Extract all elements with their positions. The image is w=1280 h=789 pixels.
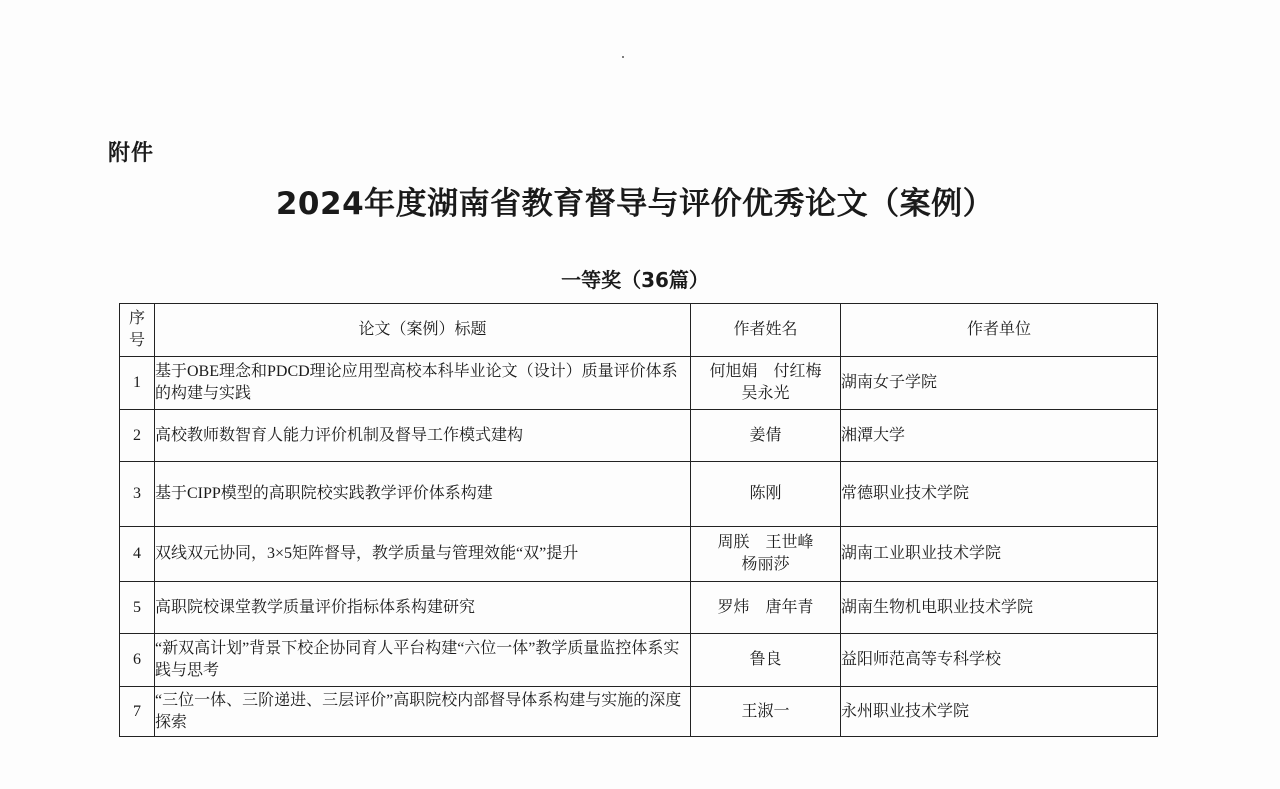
scan-speck [622,56,624,58]
row-unit: 湖南生物机电职业技术学院 [841,582,1158,634]
row-number: 5 [120,582,155,634]
table-header-row [120,304,1158,357]
row-author-line2: 吴永光 [741,385,790,402]
row-author [691,462,841,527]
row-title: 双线双元协同，3×5矩阵督导，教学质量与管理效能“双”提升 [155,527,691,582]
row-unit: 湖南工业职业技术学院 [841,527,1158,582]
row-number: 2 [120,410,155,462]
row-author-line1: 姜倩 [749,426,782,444]
row-title: “三位一体、三阶递进、三层评价”高职院校内部督导体系构建与实施的深度探索 [155,687,691,737]
row-author [691,687,841,737]
row-title: 高职院校课堂教学质量评价指标体系构建研究 [155,582,691,634]
row-author [691,410,841,462]
table-row [120,357,1158,410]
row-author-line1: 罗炜 唐年青 [717,598,814,616]
row-title: 基于CIPP模型的高职院校实践教学评价体系构建 [155,462,691,527]
row-author [691,582,841,634]
attachment-label: 附件 [108,141,155,166]
row-author-line2: 杨丽莎 [741,556,790,573]
row-author-line1: 鲁良 [749,651,782,668]
row-title: 基于OBE理念和PDCD理论应用型高校本科毕业论文（设计）质量评价体系的构建与实践 [155,357,691,410]
row-unit: 湘潭大学 [841,410,1158,462]
table-row [120,410,1158,462]
table-row [120,527,1158,582]
table-row [120,462,1158,527]
row-author-line1: 陈刚 [749,485,782,502]
row-number: 4 [120,527,155,582]
table-row [120,687,1158,737]
row-author [691,527,841,582]
row-author [691,357,841,410]
header-title: 论文（案例）标题 [155,304,691,357]
row-unit: 常德职业技术学院 [841,462,1158,527]
header-no-line1: 序 [128,310,145,327]
row-author-line1: 何旭娟 付红梅 [709,363,822,380]
row-unit: 永州职业技术学院 [841,687,1158,737]
row-number: 1 [120,357,155,410]
table-row [120,634,1158,687]
table-row [120,582,1158,634]
row-title: “新双高计划”背景下校企协同育人平台构建“六位一体”教学质量监控体系实践与思考 [155,634,691,687]
row-author-line1: 周朕 王世峰 [717,534,814,551]
row-number: 7 [120,687,155,737]
row-author [691,634,841,687]
document-title: 2024年度湖南省教育督导与评价优秀论文（案例） [275,186,995,222]
awards-table [119,303,1158,737]
header-no [120,304,155,357]
row-unit: 益阳师范高等专科学校 [841,634,1158,687]
row-number: 6 [120,634,155,687]
row-author-line1: 王淑一 [741,702,790,720]
section-title: 一等奖（36篇） [561,268,709,292]
row-number: 3 [120,462,155,527]
header-author: 作者姓名 [691,304,841,357]
header-no-line2: 号 [128,332,145,349]
header-unit: 作者单位 [841,304,1158,357]
row-unit: 湖南女子学院 [841,357,1158,410]
row-title: 高校教师数智育人能力评价机制及督导工作模式建构 [155,410,691,462]
